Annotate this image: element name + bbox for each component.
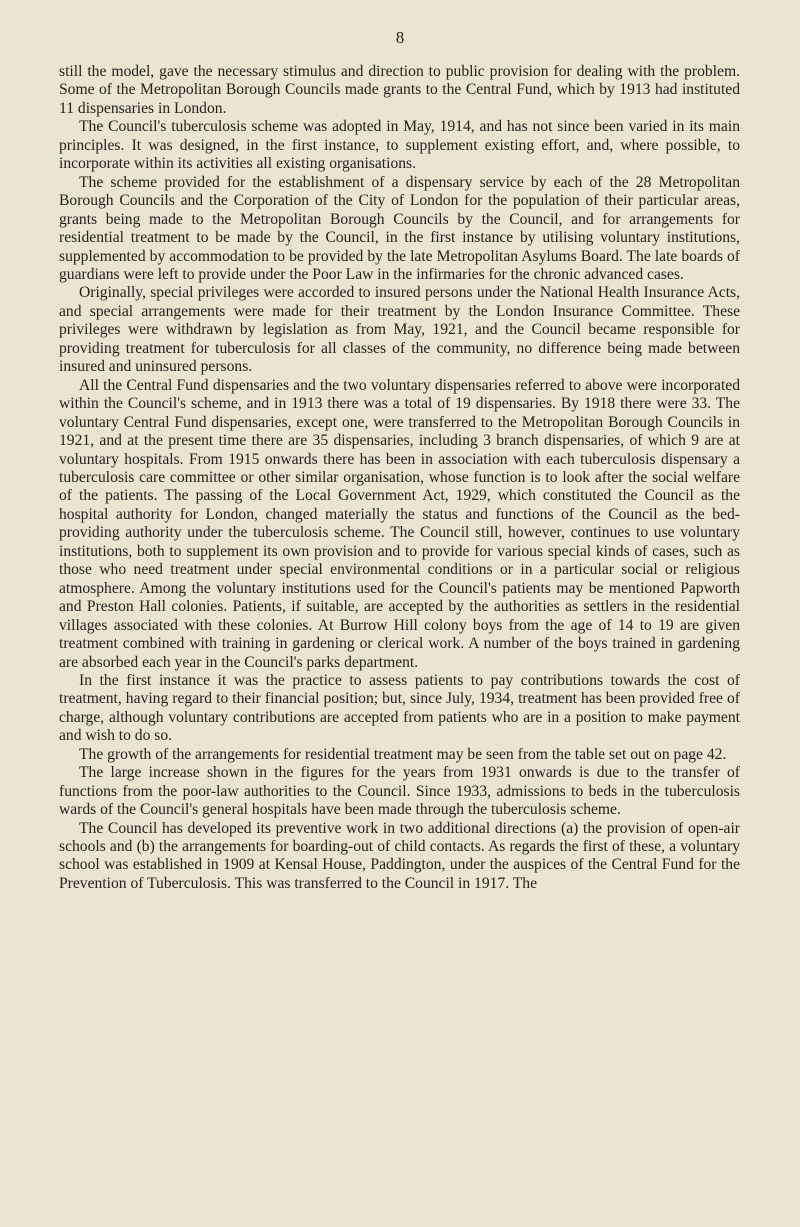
paragraph-scheme-adoption: The Council's tuberculosis scheme was adopted in May, 1914, and has not since been varied in its main principles. It was designed, in the first instance, to supplement existing effort, and, where possible, to incorporate within its activities all existing organisations. bbox=[59, 118, 740, 173]
paragraph-contributions: In the first instance it was the practice to assess patients to pay contributions towards the cost of treatment, having regard to their financial position; but, since July, 1934, treatment has been provided free of charge, although voluntary contributions are accepted from patients who are in a position to make payment and wish to do so. bbox=[59, 671, 740, 745]
paragraph-dispensary-service: The scheme provided for the establishment of a dispensary service by each of the 28 Metropolitan Borough Councils and the Corporation of the City of London for the population of their particular areas, grants being made to the Metropolitan Borough Councils by the Council, and for arrangements for residential treatment to be made by the Council, in the first instance by utilising voluntary institutions, supplemented by accommodation to be provided by the late Metropolitan Asylums Board. The late boards of guardians were left to provide under the Poor Law in the infirmaries for the chronic advanced cases. bbox=[59, 173, 740, 283]
body-text bbox=[59, 63, 740, 893]
paragraph-residential-growth: The growth of the arrangements for residential treatment may be seen from the table set out on page 42. bbox=[79, 745, 727, 763]
paragraph-large-increase: The large increase shown in the figures for the years from 1931 onwards is due to the transfer of functions from the poor-law authorities to the Council. Since 1933, admissions to beds in the tuberculosis wards of the Council's general hospitals have been made through the tuberculosis scheme. bbox=[59, 764, 740, 819]
paragraph-insured-persons: Originally, special privileges were accorded to insured persons under the National Health Insurance Acts, and special arrangements were made for their treatment by the London Insurance Committee. These privileges were withdrawn by legislation as from May, 1921, and the Council became responsible for providing treatment for tuberculosis for all classes of the community, no difference being made between insured and uninsured persons. bbox=[59, 284, 740, 376]
paragraph-preventive-work: The Council has developed its preventive work in two additional directions (a) the provision of open-air schools and (b) the arrangements for boarding-out of child contacts. As regards the first of these, a voluntary school was established in 1909 at Kensal House, Paddington, under the auspices of the Central Fund for the Prevention of Tuberculosis. This was transferred to the Council in 1917. The bbox=[59, 819, 740, 892]
page-number: 8 bbox=[395, 28, 405, 47]
paragraph-continued: still the model, gave the necessary stimulus and direction to public provision for dealing with the problem. Some of the Metropolitan Borough Councils made grants to the Central Fund, which by 1913 had instituted 11 dispensaries in London. bbox=[59, 63, 740, 117]
paragraph-central-fund-dispensaries: All the Central Fund dispensaries and the two voluntary dispensaries referred to above were incorporated within the Council's scheme, and in 1913 there was a total of 19 dispensaries. By 1918 there were 33. The voluntary Central Fund dispensaries, except one, were transferred to the Metropolitan Borough Councils in 1921, and at the present time there are 35 dispensaries, including 3 branch dispensaries, of which 9 are at voluntary hospitals. From 1915 onwards there has been in association with each tuberculosis dispensary a tuberculosis care committee or other similar organisation, whose function is to look after the social welfare of the patients. The passing of the Local Government Act, 1929, which constituted the Council as the hospital authority for London, changed materially the status and functions of the Council as the bed-providing authority under the tuberculosis scheme. The Council still, however, continues to use voluntary institutions, both to supplement its own provision and to provide for various special kinds of cases, such as those who need treatment under special environmental conditions or in a particular social or religious atmosphere. Among the voluntary institutions used for the Council's patients may be mentioned Papworth and Preston Hall colonies. Patients, if suitable, are accepted by the authorities as settlers in the residential villages associated with these colonies. At Burrow Hill colony boys from the age of 14 to 19 are given treatment combined with training in gardening or clerical work. A number of the boys trained in gardening are absorbed each year in the Council's parks department. bbox=[59, 376, 740, 671]
